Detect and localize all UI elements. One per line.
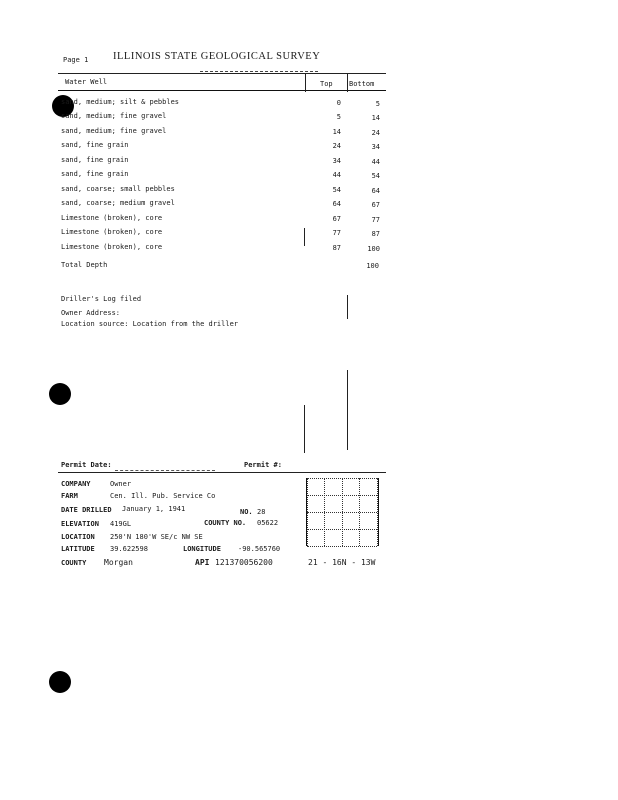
row-top: 77 (332, 229, 341, 237)
row-bottom: 87 (371, 230, 380, 238)
permit-rule (58, 472, 386, 473)
permit-date-label: Permit Date: (61, 461, 112, 469)
col-divider-bottom (347, 74, 348, 92)
row-top: 14 (332, 128, 341, 136)
row-top: 87 (332, 244, 341, 252)
total-depth-value: 100 (366, 262, 379, 270)
longitude-value: -90.565760 (238, 545, 281, 553)
api-value: 121370056200 (215, 558, 273, 567)
table-row: sand, medium; silt & pebbles (61, 98, 180, 106)
elevation-label: ELEVATION (61, 520, 99, 528)
table-row: Limestone (broken), core (61, 214, 163, 222)
row-top: 24 (332, 142, 341, 150)
table-row: sand, medium; fine gravel (61, 112, 167, 120)
row-bottom: 77 (371, 216, 380, 224)
row-bottom: 100 (367, 245, 380, 253)
plat-grid-left-border (306, 478, 307, 546)
title-underline (200, 71, 318, 72)
row-top: 0 (336, 99, 341, 107)
row-bottom: 54 (371, 172, 380, 180)
col-header-top: Top (320, 80, 333, 88)
row-top: 67 (332, 215, 341, 223)
date-drilled-value: January 1, 1941 (122, 505, 186, 513)
farm-label: FARM (61, 492, 78, 500)
drillers-log-note: Driller's Log filed (61, 295, 142, 303)
owner-address: Owner Address: (61, 309, 121, 317)
no-label: NO. (240, 508, 253, 516)
permit-no-label: Permit #: (244, 461, 282, 469)
farm-value: Cen. Ill. Pub. Service Co (110, 492, 216, 500)
punch-hole-bottom (49, 671, 71, 693)
survey-title: ILLINOIS STATE GEOLOGICAL SURVEY (113, 51, 321, 62)
latitude-label: LATITUDE (61, 545, 95, 553)
col-mark (304, 405, 305, 453)
row-bottom: 5 (375, 100, 380, 108)
location-source: Location source: Location from the driller (61, 320, 239, 328)
date-drilled-label: DATE DRILLED (61, 506, 112, 514)
plat-grid-right-border (378, 478, 379, 546)
table-top-rule (58, 73, 386, 74)
col-header-type: Water Well (65, 78, 108, 86)
col-mark (347, 370, 348, 450)
company-value: Owner (110, 480, 132, 488)
total-depth-label: Total Depth (61, 261, 108, 269)
punch-hole-middle (49, 383, 71, 405)
company-label: COMPANY (61, 480, 91, 488)
table-row: sand, fine grain (61, 156, 129, 164)
row-bottom: 14 (371, 114, 380, 122)
permit-date-underline (115, 470, 215, 471)
section-township-range: 21 - 16N - 13W (308, 558, 376, 567)
row-top: 34 (332, 157, 341, 165)
section-plat-grid (307, 478, 377, 546)
elevation-value: 419GL (110, 520, 132, 528)
col-mark (347, 295, 348, 319)
table-row: sand, fine grain (61, 170, 129, 178)
col-mark (304, 228, 305, 246)
table-row: sand, fine grain (61, 141, 129, 149)
row-bottom: 64 (371, 187, 380, 195)
row-top: 5 (336, 113, 341, 121)
col-divider-top (305, 74, 306, 92)
longitude-label: LONGITUDE (183, 545, 221, 553)
county-no-value: 05622 (257, 519, 279, 527)
county-label: COUNTY (61, 559, 87, 567)
table-row: sand, coarse; medium gravel (61, 199, 175, 207)
api-label: API (195, 558, 210, 567)
table-header-rule (58, 90, 386, 91)
row-top: 54 (332, 186, 341, 194)
row-bottom: 67 (371, 201, 380, 209)
row-bottom: 34 (371, 143, 380, 151)
row-bottom: 24 (371, 129, 380, 137)
table-row: sand, coarse; small pebbles (61, 185, 175, 193)
county-no-label: COUNTY NO. (204, 519, 247, 527)
table-row: Limestone (broken), core (61, 243, 163, 251)
table-row: Limestone (broken), core (61, 228, 163, 236)
latitude-value: 39.622598 (110, 545, 148, 553)
no-value: 28 (257, 508, 266, 516)
col-header-bottom: Bottom (349, 80, 375, 88)
table-row: sand, medium; fine gravel (61, 127, 167, 135)
row-bottom: 44 (371, 158, 380, 166)
county-value: Morgan (104, 558, 133, 567)
row-top: 44 (332, 171, 341, 179)
location-label: LOCATION (61, 533, 95, 541)
page-label: Page 1 (63, 56, 89, 64)
row-top: 64 (332, 200, 341, 208)
location-value: 250'N 180'W SE/c NW SE (110, 533, 203, 541)
